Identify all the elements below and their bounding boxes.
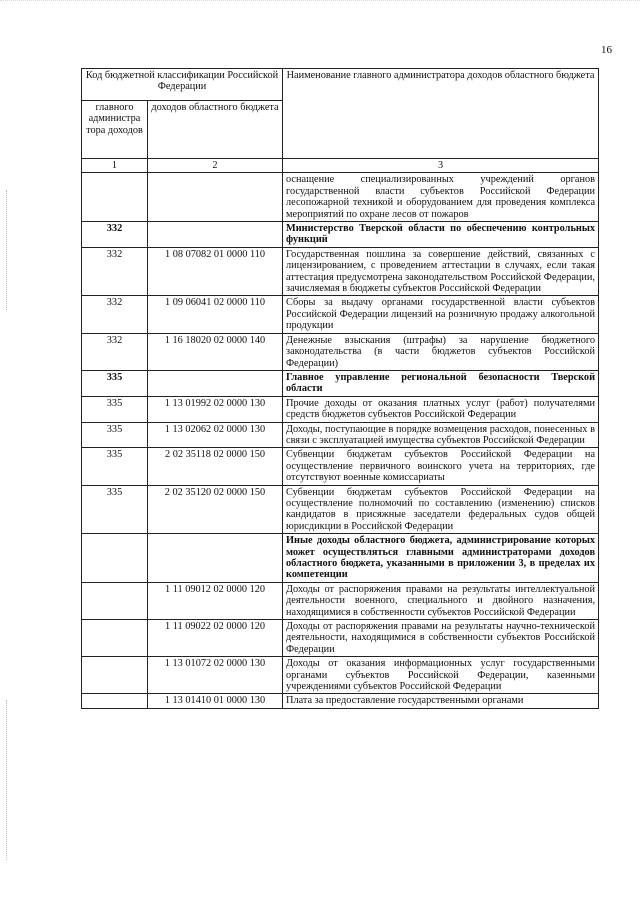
budget-code-cell bbox=[148, 173, 283, 222]
income-name-cell: Доходы от оказания информационных услуг государственными органами субъектов Российской Федерации, казенными учреждениями субъектов Российской Федерации bbox=[283, 657, 599, 694]
admin-code-cell bbox=[82, 620, 148, 657]
budget-code-cell: 1 13 01410 01 0000 130 bbox=[148, 694, 283, 708]
admin-code-cell bbox=[82, 173, 148, 222]
page-number: 16 bbox=[601, 44, 612, 56]
column-number: 3 bbox=[283, 159, 599, 173]
income-name-cell: Главное управление региональной безопасности Тверской области bbox=[283, 370, 599, 396]
income-name-cell: Субвенции бюджетам субъектов Российской Федерации на осуществление полномочий по составлению (изменению) списков кандидатов в присяжные заседатели федеральных судов общей юрисдикции в Российской Федерации bbox=[283, 485, 599, 534]
header-admin-column: главного администра тора доходов bbox=[82, 101, 148, 159]
budget-code-cell: 1 11 09012 02 0000 120 bbox=[148, 582, 283, 619]
budget-code-cell bbox=[148, 222, 283, 248]
table-row bbox=[82, 620, 599, 657]
budget-code-cell: 1 13 01992 02 0000 130 bbox=[148, 396, 283, 422]
table-row bbox=[82, 694, 599, 708]
table-row bbox=[82, 247, 599, 296]
header-name-column: Наименование главного администратора доходов областного бюджета bbox=[283, 69, 599, 159]
table-row bbox=[82, 422, 599, 448]
header-code-column: доходов областного бюджета bbox=[148, 101, 283, 159]
income-name-cell: Плата за предоставление государственными органами bbox=[283, 694, 599, 708]
admin-code-cell: 332 bbox=[82, 247, 148, 296]
budget-code-cell: 1 08 07082 01 0000 110 bbox=[148, 247, 283, 296]
table-row bbox=[82, 222, 599, 248]
income-name-cell: Доходы от распоряжения правами на результаты научно-технической деятельности, находящимися в собственности субъектов Российской Федерации bbox=[283, 620, 599, 657]
income-name-cell: Субвенции бюджетам субъектов Российской Федерации на осуществление первичного воинского учета на территориях, где отсутствуют военные комиссариаты bbox=[283, 448, 599, 485]
column-number: 2 bbox=[148, 159, 283, 173]
admin-code-cell: 335 bbox=[82, 448, 148, 485]
admin-code-cell: 335 bbox=[82, 370, 148, 396]
header-row bbox=[82, 69, 599, 101]
budget-code-cell bbox=[148, 534, 283, 583]
admin-code-cell: 335 bbox=[82, 485, 148, 534]
admin-code-cell bbox=[82, 694, 148, 708]
scan-artifact-margin bbox=[6, 700, 8, 860]
budget-code-cell: 1 13 01072 02 0000 130 bbox=[148, 657, 283, 694]
column-numbers-row bbox=[82, 159, 599, 173]
income-name-cell: Государственная пошлина за совершение действий, связанных с лицензированием, с проведением аттестации в случаях, если такая аттестация предусмотрена законодательством Российской Федерации, зачисляемая в бюджеты субъектов Российской Федерации bbox=[283, 247, 599, 296]
budget-code-cell bbox=[148, 370, 283, 396]
budget-classification-table bbox=[81, 68, 599, 709]
budget-code-cell: 1 16 18020 02 0000 140 bbox=[148, 333, 283, 370]
table-row bbox=[82, 173, 599, 222]
scan-artifact-top bbox=[0, 0, 640, 7]
admin-code-cell bbox=[82, 534, 148, 583]
header-group-title: Код бюджетной классификации Российской Федерации bbox=[82, 69, 283, 101]
scan-artifact-margin bbox=[6, 190, 8, 310]
table-row bbox=[82, 485, 599, 534]
column-number: 1 bbox=[82, 159, 148, 173]
admin-code-cell: 332 bbox=[82, 222, 148, 248]
budget-code-cell: 1 13 02062 02 0000 130 bbox=[148, 422, 283, 448]
admin-code-cell bbox=[82, 657, 148, 694]
income-name-cell: Доходы от распоряжения правами на результаты интеллектуальной деятельности военного, специального и двойного назначения, находящимися в собственности субъектов Российской Федерации bbox=[283, 582, 599, 619]
income-name-cell: Сборы за выдачу органами государственной власти субъектов Российской Федерации лицензий на розничную продажу алкогольной продукции bbox=[283, 296, 599, 333]
table-row bbox=[82, 657, 599, 694]
table-row bbox=[82, 396, 599, 422]
table-row bbox=[82, 333, 599, 370]
budget-code-cell: 2 02 35120 02 0000 150 bbox=[148, 485, 283, 534]
table-row bbox=[82, 534, 599, 583]
admin-code-cell: 335 bbox=[82, 396, 148, 422]
income-name-cell: Министерство Тверской области по обеспечению контрольных функций bbox=[283, 222, 599, 248]
admin-code-cell: 332 bbox=[82, 296, 148, 333]
income-name-cell: Прочие доходы от оказания платных услуг (работ) получателями средств бюджетов субъектов Российской Федерации bbox=[283, 396, 599, 422]
admin-code-cell: 332 bbox=[82, 333, 148, 370]
table-row bbox=[82, 370, 599, 396]
table-row bbox=[82, 582, 599, 619]
budget-code-cell: 1 11 09022 02 0000 120 bbox=[148, 620, 283, 657]
income-name-cell: Денежные взыскания (штрафы) за нарушение бюджетного законодательства (в части бюджетов субъектов Российской Федерации) bbox=[283, 333, 599, 370]
admin-code-cell bbox=[82, 582, 148, 619]
budget-code-cell: 1 09 06041 02 0000 110 bbox=[148, 296, 283, 333]
budget-code-cell: 2 02 35118 02 0000 150 bbox=[148, 448, 283, 485]
income-name-cell: Иные доходы областного бюджета, администрирование которых может осуществляться главными администраторами доходов областного бюджета, указанными в приложении 3, в пределах их компетенции bbox=[283, 534, 599, 583]
admin-code-cell: 335 bbox=[82, 422, 148, 448]
table-row bbox=[82, 448, 599, 485]
income-name-cell: оснащение специализированных учреждений органов государственной власти субъектов Российской Федерации лесопожарной техникой и оборудованием для проведения комплекса мероприятий по охране лесов от пожаров bbox=[283, 173, 599, 222]
table-row bbox=[82, 296, 599, 333]
income-name-cell: Доходы, поступающие в порядке возмещения расходов, понесенных в связи с эксплуатацией имущества субъектов Российской Федерации bbox=[283, 422, 599, 448]
